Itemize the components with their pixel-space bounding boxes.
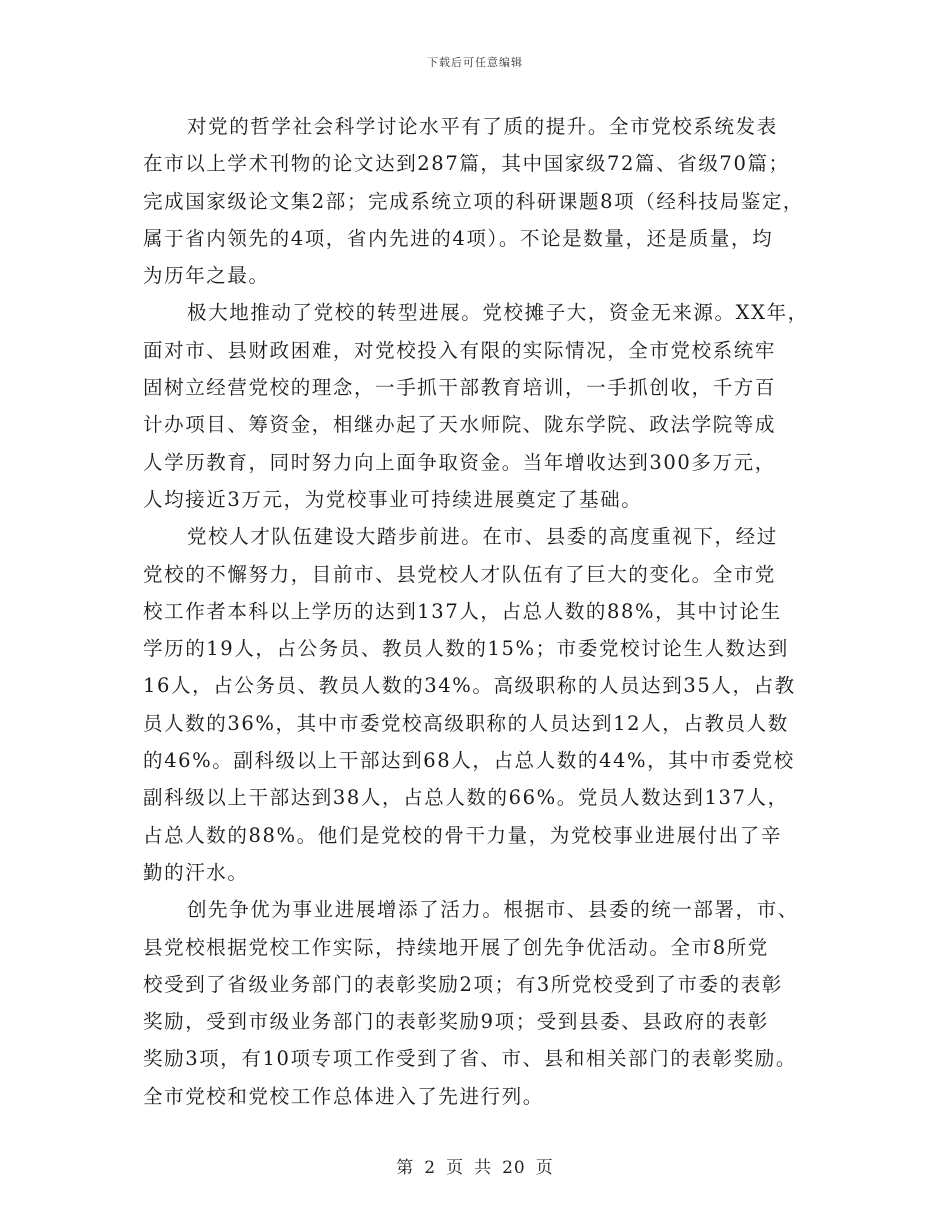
text-line: 人均接近3万元，为党校事业可持续进展奠定了基础。 (143, 487, 643, 511)
text-line: 完成国家级论文集2部；完成系统立项的科研课题8项（经科技局鉴定， (143, 189, 805, 213)
page-number-prefix: 第 (396, 1158, 415, 1178)
page-number-unit: 页 (446, 1158, 465, 1178)
text-line: 校受到了省级业务部门的表彰奖励2项；有3所党校受到了市委的表彰 (143, 972, 783, 996)
text-line: 奖励，受到市级业务部门的表彰奖励9项；受到县委、县政府的表彰 (143, 1010, 769, 1034)
paragraph-1 (143, 108, 833, 294)
text-line: 全市党校和党校工作总体进入了先进行列。 (143, 1084, 544, 1108)
text-line: 面对市、县财政困难，对党校投入有限的实际情况，全市党校系统牢 (143, 338, 777, 362)
text-line: 奖励3项，有10项专项工作受到了省、市、县和相关部门的表彰奖励。 (143, 1047, 797, 1071)
text-line: 为历年之最。 (143, 264, 270, 288)
text-line: 校工作者本科以上学历的达到137人，占总人数的88%，其中讨论生 (143, 599, 782, 623)
text-line: 固树立经营党校的理念，一手抓干部教育培训，一手抓创收，千方百 (143, 376, 777, 400)
text-line: 勤的汗水。 (143, 860, 249, 884)
text-line: 员人数的36%，其中市委党校高级职称的人员达到12人，占教员人数 (143, 711, 789, 735)
page-total-unit: 页 (535, 1158, 554, 1178)
text-line: 人学历教育，同时努力向上面争取资金。当年增收达到300多万元， (143, 450, 776, 474)
text-line: 属于省内领先的4项，省内先进的4项）。不论是数量，还是质量，均 (143, 226, 774, 250)
page-footer (0, 1153, 950, 1178)
paragraph-2 (143, 294, 833, 518)
text-line: 计办项目、筹资金，相继办起了天水师院、陇东学院、政法学院等成 (143, 413, 777, 437)
paragraph-4 (143, 891, 833, 1115)
text-line: 的46%。副科级以上干部达到68人，占总人数的44%，其中市委党校 (143, 749, 795, 773)
text-line: 占总人数的88%。他们是党校的骨干力量，为党校事业进展付出了辛 (143, 823, 782, 847)
text-line: 学历的19人，占公务员、教员人数的15%；市委党校讨论生人数达到 (143, 637, 789, 661)
text-line: 对党的哲学社会科学讨论水平有了质的提升。全市党校系统发表 (187, 115, 778, 138)
text-line: 副科级以上干部达到38人，占总人数的66%。党员人数达到137人， (143, 786, 789, 810)
document-body (143, 108, 833, 1115)
text-line: 党校的不懈努力，目前市、县党校人才队伍有了巨大的变化。全市党 (143, 562, 777, 586)
text-line: 极大地推动了党校的转型进展。党校摊子大，资金无来源。XX年， (187, 301, 809, 325)
page-number-current: 2 (424, 1158, 437, 1178)
text-line: 16人，占公务员、教员人数的34%。高级职称的人员达到35人，占教 (143, 674, 796, 698)
text-line: 县党校根据党校工作实际，持续地开展了创先争优活动。全市8所党 (143, 935, 769, 959)
text-line: 在市以上学术刊物的论文达到287篇，其中国家级72篇、省级70篇； (143, 152, 790, 176)
page-number-total: 20 (502, 1158, 526, 1178)
text-line: 创先争优为事业进展增添了活力。根据市、县委的统一部署，市、 (187, 898, 799, 922)
page-header-note: 下载后可任意编辑 (427, 56, 523, 69)
page-total-prefix: 共 (474, 1158, 493, 1178)
text-line: 党校人才队伍建设大踏步前进。在市、县委的高度重视下，经过 (187, 525, 778, 549)
paragraph-3 (143, 518, 833, 891)
